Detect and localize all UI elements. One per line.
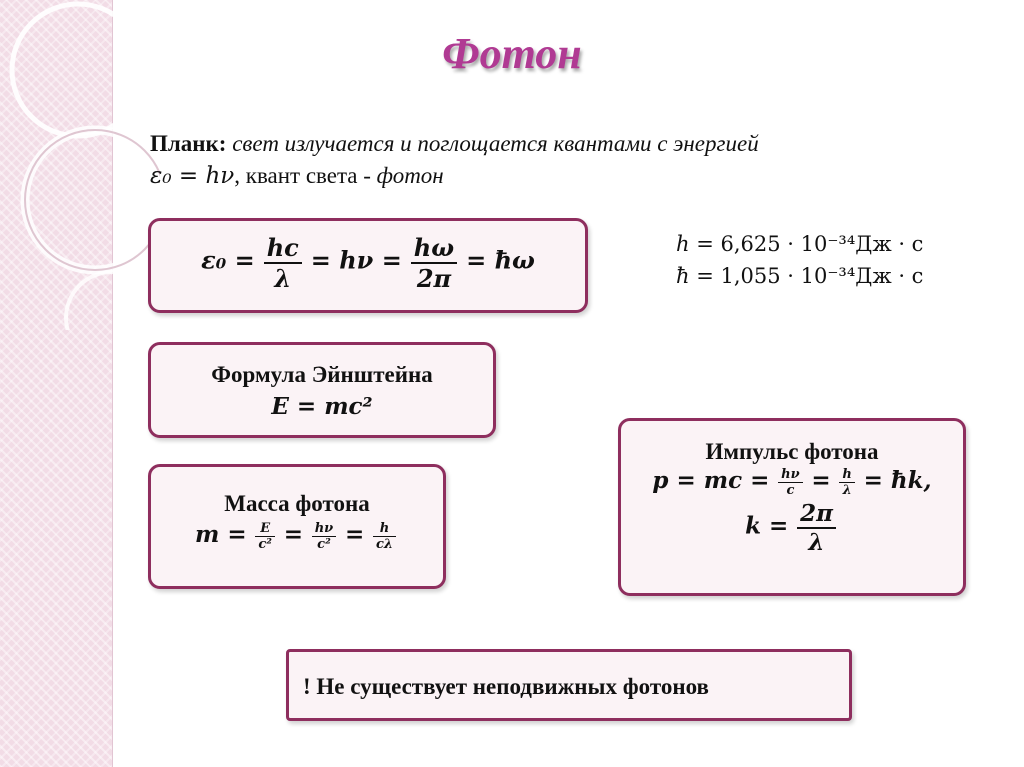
energy-rhs: = ħω: [466, 245, 535, 275]
mass-eq-2: =: [344, 521, 365, 548]
mass-f1-num: E: [255, 521, 275, 537]
momentum-title: Импульс фотона: [705, 439, 879, 464]
momentum-f1-den: c: [786, 483, 795, 499]
energy-fraction-1: [264, 233, 302, 293]
mass-f1-den: c²: [258, 537, 272, 553]
mass-f3-num: h: [373, 521, 396, 537]
mass-f3-den: cλ: [376, 537, 394, 553]
energy-fraction-2: [411, 233, 457, 293]
mass-fraction-3: [373, 521, 396, 552]
h-symbol: h: [676, 232, 690, 256]
momentum-eq-1: =: [811, 467, 831, 494]
k-fraction: [797, 500, 836, 556]
intro-line-1: [150, 128, 759, 160]
reduced-planck-constant: [676, 260, 923, 292]
intro-text-mid: , квант света -: [234, 163, 377, 188]
energy-f2-den: 2π: [416, 264, 452, 293]
momentum-f2-den: λ: [842, 483, 852, 499]
intro-bold: Планк:: [150, 131, 227, 156]
momentum-f1-num: hν: [778, 467, 802, 483]
photon-momentum-box: [618, 418, 966, 596]
momentum-rhs: = ħk,: [863, 467, 932, 494]
intro-formula: ε₀ = hν: [150, 163, 235, 189]
k-lhs: k =: [745, 512, 789, 540]
momentum-lhs: p = mc =: [652, 467, 770, 494]
hbar-value: = 1,055 · 10⁻³⁴Дж · с: [689, 264, 924, 288]
momentum-fraction-1: [778, 467, 802, 498]
energy-lhs: ε₀ =: [201, 245, 255, 275]
mass-f2-num: hν: [312, 521, 336, 537]
page-title: Фотон: [442, 29, 582, 78]
wavenumber-formula: [621, 500, 963, 556]
note-text: ! Не существует неподвижных фотонов: [303, 674, 709, 699]
planck-constant: [676, 228, 923, 260]
constants-block: [676, 228, 923, 292]
einstein-formula: E = mc²: [271, 393, 373, 420]
energy-formula-box: [148, 218, 588, 313]
intro-line-2: [150, 160, 759, 192]
momentum-f2-num: h: [839, 467, 854, 483]
intro-italic-end: фотон: [376, 163, 444, 188]
hbar-symbol: ħ: [676, 264, 690, 288]
mass-fraction-2: [312, 521, 336, 552]
h-value: = 6,625 · 10⁻³⁴Дж · с: [689, 232, 924, 256]
mass-eq-1: =: [283, 521, 303, 548]
mass-f2-den: c²: [317, 537, 331, 553]
mass-formula: [151, 521, 443, 552]
k-num: 2π: [797, 500, 836, 529]
mass-fraction-1: [255, 521, 275, 552]
einstein-title: Формула Эйнштейна: [211, 362, 433, 387]
intro-italic: свет излучается и поглощается квантами с энергией: [226, 131, 759, 156]
k-den: λ: [808, 529, 825, 557]
photon-mass-box: [148, 464, 446, 589]
mass-title: Масса фотона: [224, 491, 370, 516]
intro-text: [150, 128, 759, 192]
energy-mid: = hν =: [310, 245, 402, 275]
energy-f1-den: λ: [274, 264, 292, 293]
momentum-formula: [621, 467, 963, 498]
note-box: [286, 649, 852, 721]
energy-f2-num: hω: [411, 233, 457, 264]
energy-f1-num: hc: [264, 233, 302, 264]
momentum-fraction-2: [839, 467, 854, 498]
mass-lhs: m =: [194, 521, 247, 548]
einstein-formula-box: [148, 342, 496, 438]
